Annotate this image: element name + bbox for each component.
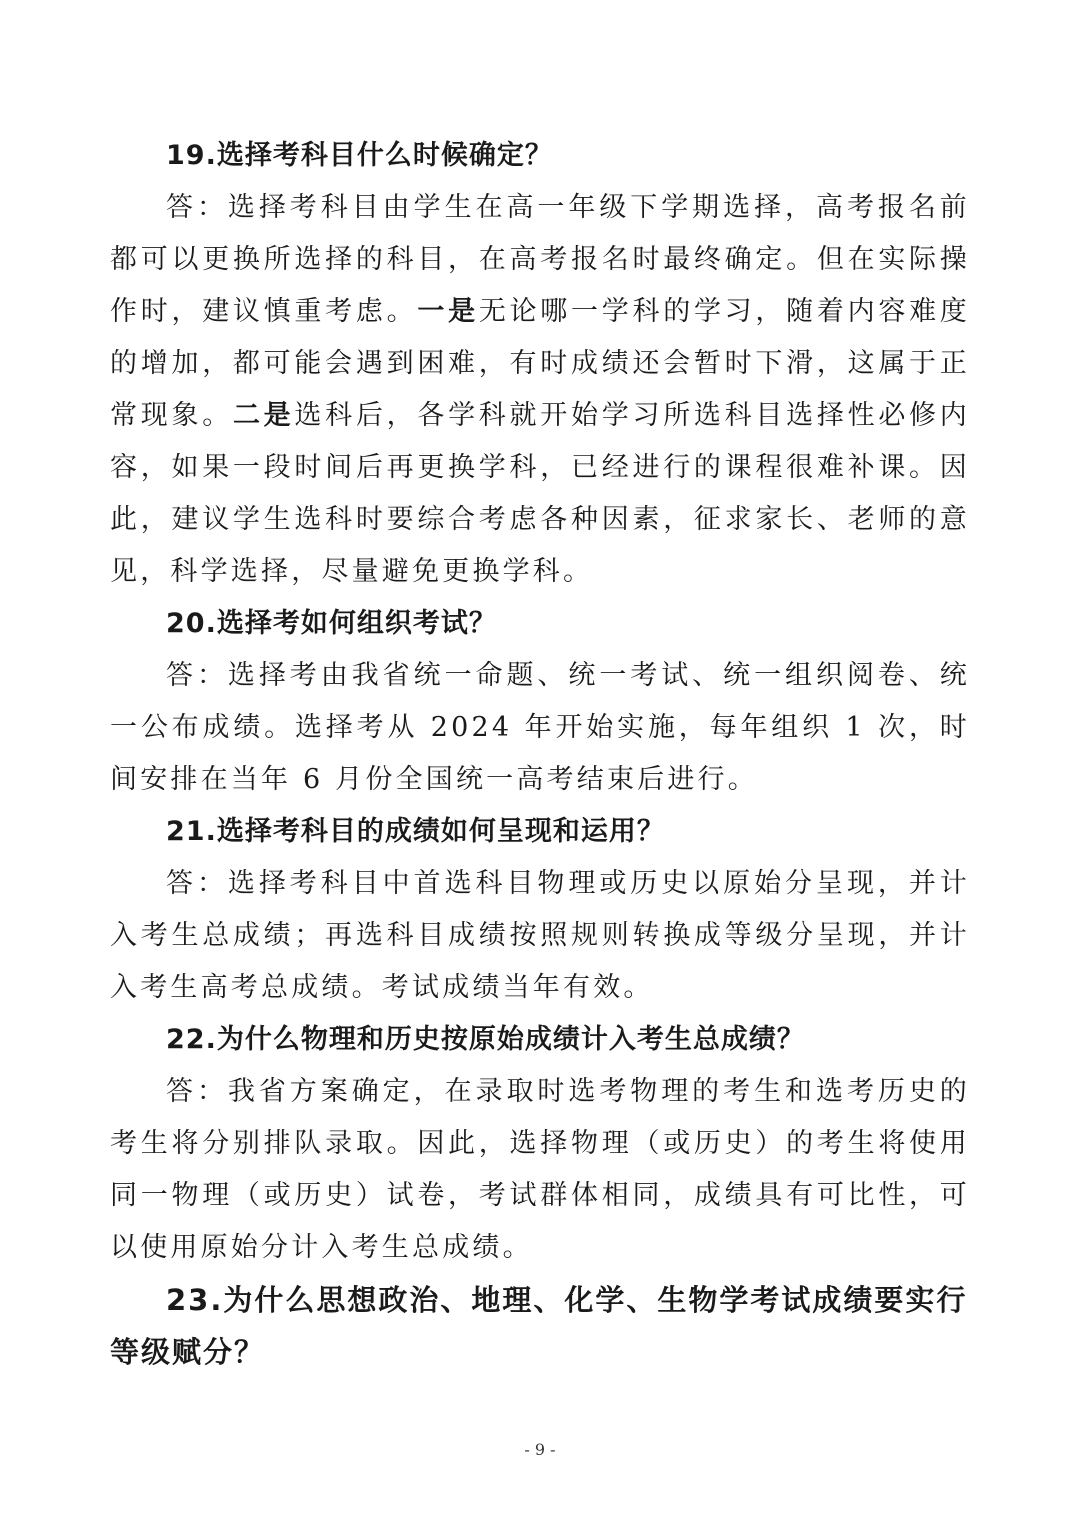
question-22-heading: 22.为什么物理和历史按原始成绩计入考生总成绩？	[166, 1024, 805, 1055]
answer-22: 答：我省方案确定，在录取时选考物理的考生和选考历史的考生将分别排队录取。因此，选择物理（或历史）的考生将使用同一物理（或历史）试卷，考试群体相同，成绩具有可比性，可以使用原始分计入考生总成绩。	[110, 1076, 970, 1263]
answer-19	[110, 182, 970, 598]
answer-19-intro: 答：选择考科目由学生在高一年级下学期选择，高考报名前都可以更换所选择的科目，在高考报名时最终确定。但在实际操作时，建议慎重考虑。	[110, 192, 970, 327]
answer-21: 答：选择考科目中首选科目物理或历史以原始分呈现，并计入考生总成绩；再选科目成绩按照规则转换成等级分呈现，并计入考生高考总成绩。考试成绩当年有效。	[110, 868, 970, 1003]
question-20-heading: 20.选择考如何组织考试？	[166, 608, 497, 639]
question-19-heading: 19.选择考科目什么时候确定？	[166, 140, 553, 171]
answer-19-point1-text: 无论哪一学科的学习，随着内容难度的增加，都可能会遇到困难，有时成绩还会暂时下滑，这属于正常现象。	[110, 296, 971, 431]
page-number: - 9 -	[524, 1440, 556, 1459]
answer-19-point2-label: 二是	[232, 400, 295, 431]
answer-19-point2-text: 选科后，各学科就开始学习所选科目选择性必修内容，如果一段时间后再更换学科，已经进行的课程很难补课。因此，建议学生选科时要综合考虑各种因素，征求家长、老师的意见，科学选择，尽量避免更换学科。	[110, 400, 970, 587]
answer-19-point1-label: 一是	[417, 296, 479, 327]
question-21-heading: 21.选择考科目的成绩如何呈现和运用？	[166, 816, 665, 847]
document-page	[110, 130, 970, 1378]
question-23-heading: 23.为什么思想政治、地理、化学、生物学考试成绩要实行等级赋分？	[110, 1283, 968, 1369]
answer-20: 答：选择考由我省统一命题、统一考试、统一组织阅卷、统一公布成绩。选择考从 2024 年开始实施，每年组织 1 次，时间安排在当年 6 月份全国统一高考结束后进行。	[110, 660, 970, 795]
